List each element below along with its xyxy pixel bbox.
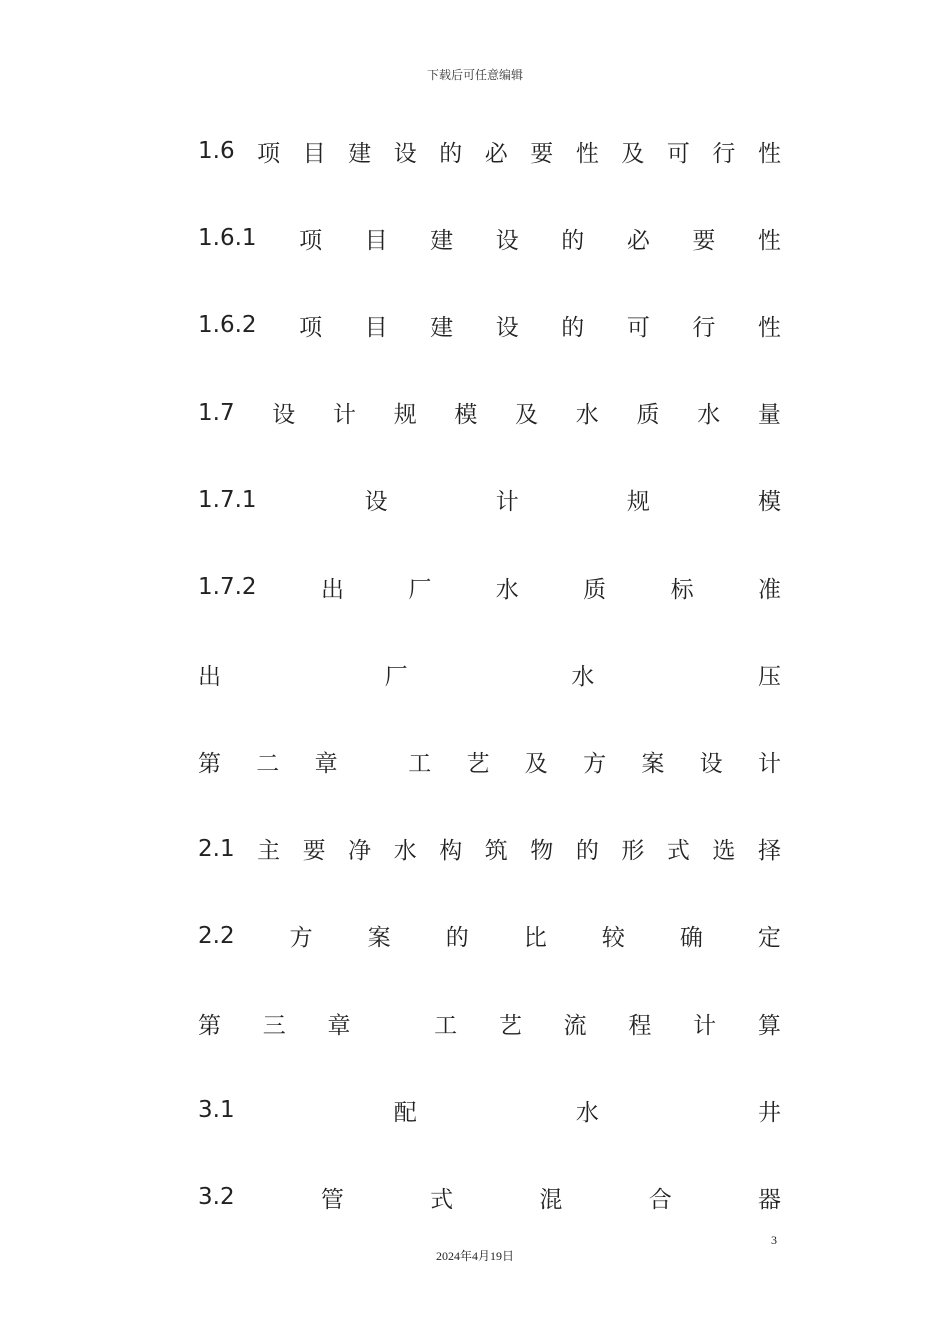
- toc-section-number: 1.6.1: [198, 225, 257, 252]
- page-number: 3: [771, 1233, 777, 1247]
- toc-char: 二: [256, 750, 280, 777]
- toc-char: 比: [523, 925, 547, 952]
- toc-section-number: 3.1: [198, 1097, 235, 1124]
- toc-char: 行: [712, 140, 736, 167]
- toc-char: 章: [327, 1012, 351, 1039]
- toc-section-number: 1.6: [198, 138, 235, 164]
- toc-char: 式: [666, 838, 690, 865]
- toc-line: [198, 832, 781, 866]
- toc-char: 模: [454, 402, 478, 429]
- toc-char: 混: [539, 1186, 563, 1213]
- toc-char: 出: [320, 576, 344, 603]
- toc-char: 性: [757, 227, 781, 254]
- toc-char: 第: [198, 750, 221, 777]
- toc-line: [198, 657, 781, 691]
- toc-char: 形: [621, 838, 645, 865]
- toc-char: 器: [757, 1186, 781, 1213]
- toc-char: 主: [257, 838, 281, 865]
- toc-line: [198, 396, 781, 430]
- toc-char: 要: [530, 140, 554, 167]
- toc-char: 章: [314, 750, 338, 777]
- toc-char: 配: [393, 1099, 417, 1126]
- toc-section-number: 2.1: [198, 835, 235, 862]
- toc-line: [198, 308, 781, 342]
- toc-char: 的: [561, 314, 585, 341]
- page-header: 下载后可任意编辑: [426, 68, 523, 82]
- toc-char: 较: [601, 925, 625, 952]
- toc-char: 出: [198, 663, 221, 690]
- toc-char: 方: [289, 925, 313, 952]
- toc-section-number: 1.6.2: [198, 312, 257, 339]
- toc-char: 性: [575, 140, 599, 167]
- toc-section-number: 3.2: [198, 1184, 235, 1211]
- toc-char: 目: [302, 140, 326, 167]
- toc-char: 行: [692, 314, 716, 341]
- toc-char: 量: [757, 402, 781, 429]
- toc-char: 择: [757, 838, 781, 865]
- toc-char: 项: [257, 140, 281, 167]
- toc-char: 模: [757, 489, 781, 516]
- toc-char: 必: [626, 227, 650, 254]
- toc-section-number: 2.2: [198, 922, 235, 949]
- toc-char: 设: [699, 750, 723, 777]
- toc-char: 项: [299, 227, 323, 254]
- toc-char: 筑: [484, 838, 508, 865]
- toc-char: 水: [571, 663, 595, 690]
- toc-char: 设: [272, 402, 296, 429]
- toc-char: 质: [583, 576, 607, 603]
- toc-char: 建: [430, 314, 454, 341]
- toc-section-number: 1.7.1: [198, 486, 257, 513]
- toc-char: 净: [348, 838, 372, 865]
- toc-char: 水: [495, 576, 519, 603]
- toc-char: 水: [393, 838, 417, 865]
- toc-char: 计: [332, 402, 356, 429]
- toc-char: 规: [393, 402, 417, 429]
- toc-section-number: 1.7: [198, 399, 235, 426]
- toc-char: 设: [393, 140, 417, 167]
- toc-char: 目: [364, 314, 388, 341]
- toc-char: 性: [757, 140, 781, 167]
- toc-char: 项: [299, 314, 323, 341]
- toc-char: 建: [348, 140, 372, 167]
- toc-char: 计: [693, 1012, 717, 1039]
- toc-char: 构: [439, 838, 463, 865]
- toc-char: 选: [712, 838, 736, 865]
- toc-char: 艺: [466, 750, 490, 777]
- toc-char: 可: [626, 314, 650, 341]
- toc-char: 工: [408, 750, 432, 777]
- toc-char: 三: [262, 1012, 286, 1039]
- toc-char: 计: [757, 750, 781, 777]
- toc-char: 厂: [384, 663, 408, 690]
- toc-char: 计: [495, 489, 519, 516]
- toc-char: 管: [320, 1186, 344, 1213]
- toc-char: 质: [636, 402, 660, 429]
- toc-char: 合: [648, 1186, 672, 1213]
- toc-char: 的: [445, 925, 469, 952]
- toc-line: [198, 744, 781, 778]
- toc-line: [198, 134, 781, 168]
- toc-line: [198, 919, 781, 953]
- toc-char: 式: [430, 1186, 454, 1213]
- toc-char: 确: [679, 925, 703, 952]
- footer-date: 2024年4月19日: [435, 1249, 514, 1263]
- toc-char: 物: [530, 838, 554, 865]
- toc-char: 要: [692, 227, 716, 254]
- toc-char: 的: [439, 140, 463, 167]
- toc-line: [198, 570, 781, 604]
- toc-line: [198, 221, 781, 255]
- toc-char: 规: [626, 489, 650, 516]
- toc-char: 设: [495, 227, 519, 254]
- toc-section-number: 1.7.2: [198, 574, 257, 600]
- toc-char: 准: [757, 576, 781, 603]
- toc-char: 及: [524, 750, 548, 777]
- toc-char: 建: [430, 227, 454, 254]
- toc-char: 算: [757, 1012, 781, 1039]
- toc-char: 设: [364, 489, 388, 516]
- toc-char: 及: [515, 402, 539, 429]
- toc-char: 艺: [498, 1012, 522, 1039]
- toc-char: 及: [621, 140, 645, 167]
- toc-char: 井: [758, 1099, 781, 1126]
- toc-line: [198, 1093, 781, 1127]
- toc-char: 厂: [408, 576, 432, 603]
- toc-line: [198, 1006, 781, 1040]
- toc-line: [198, 1180, 781, 1214]
- toc-char: 的: [575, 838, 599, 865]
- toc-line: [198, 483, 781, 517]
- toc-char: 工: [434, 1012, 458, 1039]
- toc-char: 目: [364, 227, 388, 254]
- toc-char: 流: [563, 1012, 587, 1039]
- toc-char: 案: [367, 925, 391, 952]
- toc-char: 性: [757, 314, 781, 341]
- toc-char: 可: [666, 140, 690, 167]
- toc-char: 的: [561, 227, 585, 254]
- toc-char: 水: [697, 402, 721, 429]
- toc-char: 第: [198, 1012, 221, 1039]
- toc-char: 案: [641, 750, 665, 777]
- toc-char: 定: [757, 925, 781, 952]
- toc-char: 水: [575, 402, 599, 429]
- toc-char: 标: [670, 576, 694, 603]
- toc-char: 压: [757, 663, 781, 690]
- toc-char: 必: [484, 140, 508, 167]
- toc-char: 要: [302, 838, 326, 865]
- toc-char: 设: [495, 314, 519, 341]
- toc-char: 方: [583, 750, 607, 777]
- toc-char: 水: [575, 1099, 599, 1126]
- toc-char: 程: [628, 1012, 652, 1039]
